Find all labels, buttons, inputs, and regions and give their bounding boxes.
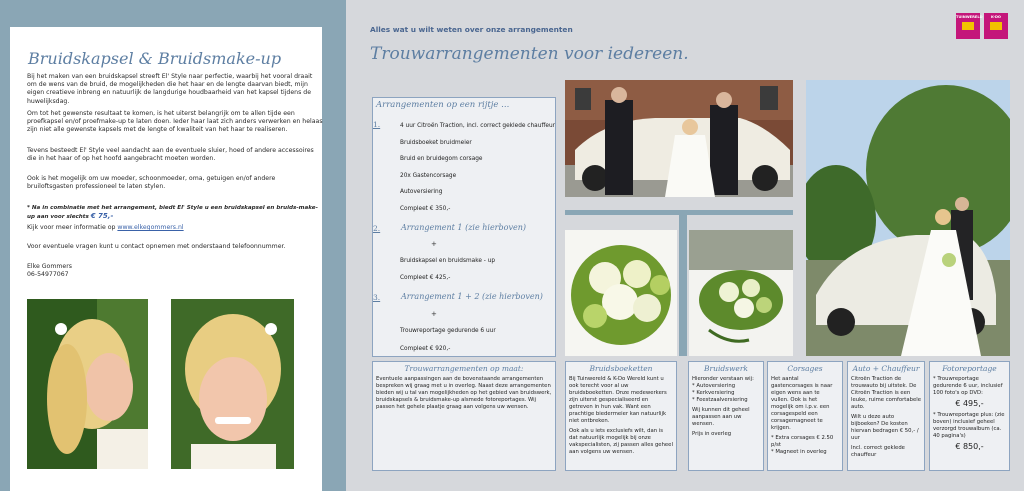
bridal-work-item: * Feestzaalversiering — [692, 397, 748, 403]
contact-phone: 06-54977067 — [27, 271, 69, 278]
bouquets-text-2: Ook als u iets exclusiefs wilt, dan is dat natuurlijk mogelijk bij onze vakspecialisten, zij passen alles geheel aan volgens uw wensen. — [569, 428, 673, 455]
wedding-car-couple-photo — [565, 80, 793, 197]
arrangement-item: Autoversiering — [400, 189, 443, 195]
photo-report-text-2: * Trouwreportage plus: (zie boven) inclusief geheel verzorgd trouwalbum (ca. 40 pagina's) — [933, 412, 1005, 439]
corsages-text: Het aantal gastencorsages is naar eigen wens aan te vullen. Ook is het mogelijk om i.p.v. een corsagespeld een corsagemagneet te krijgen. — [771, 376, 833, 431]
accessories-paragraph: Tevens besteedt El' Style veel aandacht aan de eventuele sluier, hoed of andere accessoires die in het haar of op het hoofd aangebracht moeten worden. — [27, 147, 314, 163]
custom-arrangements-heading: Trouwarrangementen op maat: — [404, 364, 524, 373]
arrangement-item: Bruid en bruidegom corsage — [400, 156, 483, 162]
plus-sign: + — [431, 240, 437, 248]
bridal-bouquet-photo — [565, 230, 677, 356]
bridal-work-item: * Autoversiering — [692, 383, 736, 389]
left-page-title: Bruidskapsel & Bruidsmake-up — [28, 49, 282, 68]
offer-note-text: * Na in combinatie met het arrangement, biedt El' Style u een bruidskapsel en bruids-make-up aan voor slechts — [27, 205, 318, 221]
custom-arrangements-box — [372, 361, 556, 471]
info-line — [27, 224, 323, 232]
arrangement-number-3: 3. — [373, 293, 381, 302]
arrangements-heading: Arrangementen op een rijtje ... — [376, 100, 510, 110]
corsages-heading: Corsages — [787, 364, 823, 373]
arrangement-3-title: Arrangement 1 + 2 (zie hierboven) — [401, 292, 543, 301]
bridal-work-custom: Wij kunnen dit geheel aanpassen aan uw wensen. — [692, 407, 750, 427]
contact-line: Voor eventuele vragen kunt u contact opnemen met onderstaand telefoonnummer. — [27, 243, 286, 250]
car-chauffeur-text-3: Incl. correct geklede chauffeur — [851, 445, 905, 458]
corsages-box — [767, 361, 843, 471]
corsages-item: * Magneet in overleg — [771, 449, 827, 455]
bride-groom-car-photo — [806, 80, 1010, 356]
offer-note — [27, 204, 323, 221]
bouquets-box — [565, 361, 677, 471]
photo-report-heading: Fotoreportage — [942, 364, 997, 373]
info-prefix: Kijk voor meer informatie op — [27, 224, 116, 231]
arrangement-item: 4 uur Citroën Traction, incl. correct geklede chauffeur — [400, 123, 556, 129]
bouquets-heading: Bruidsboeketten — [589, 364, 653, 373]
divider-bar — [679, 215, 687, 356]
kdo-logo: K-DO — [984, 13, 1008, 39]
intro-paragraph: Bij het maken van een bruidskapsel streeft El' Style naar perfectie, waarbij het vooral draait om de wens van de bruid, de mogelijkheden die het haar en de lengte daarvan biedt, mijn eigen creatieve inbreng en natuurlijk de langdurige houdbaarheid van het kapsel tijdens de huwelijksdag. — [27, 73, 313, 105]
contact-name: Elke Gommers — [27, 263, 72, 270]
arrangement-number-2: 2. — [373, 224, 381, 233]
arrangement-2-title: Arrangement 1 (zie hierboven) — [401, 223, 526, 232]
bride-hairstyle-photo-2 — [171, 299, 294, 469]
car-chauffeur-text-2: Wilt u deze auto bijboeken? De kosten hiervan bedragen € 50,- / uur — [851, 414, 919, 441]
arrangements-box — [372, 97, 556, 357]
bridal-work-box — [688, 361, 764, 471]
page-title: Trouwarrangementen voor iedereen. — [370, 44, 689, 64]
tuinwereld-logo: TUINWERELD — [956, 13, 980, 39]
custom-arrangements-text: Eventuele aanpassingen aan de bovenstaande arrangementen bespreken wij graag met u in overleg. Naast deze arrangementen bieden wij u tal van mogelijkheden op het gebied van bruidswerk, bruidskapsels & bruidsmake-up alsmede fotoreportages. Wij passen het gehele plaatje graag aan volgens uw wensen. — [376, 376, 552, 410]
arrangement-item: Bruidskapsel en bruidsmake - up — [400, 258, 496, 264]
family-paragraph: Ook is het mogelijk om uw moeder, schoonmoeder, oma, getuigen en/of andere bruiloftsgasten professioneel te laten stylen. — [27, 175, 276, 191]
trial-paragraph: Om tot het gewenste resultaat te komen, is het uiterst belangrijk om te allen tijde een proefkapsel en/of proefmake-up te laten doen. Ieder haar laat zich anders verwerken en helaas zijn niet alle gewenste kapsels met de lengte of kwaliteit van het haar te realiseren. — [27, 110, 323, 134]
arrangement-item: 20x Gastencorsage — [400, 173, 457, 179]
arrangement-price: Compleet € 920,- — [400, 346, 451, 352]
photo-report-text-1: * Trouwreportage gedurende 6 uur, inclusief 100 foto's op DVD: — [933, 376, 1003, 396]
photo-report-price-2: € 850,- — [955, 442, 984, 451]
photo-report-price-1: € 495,- — [955, 399, 984, 408]
arrangement-item: Bruidsboeket bruidmeier — [400, 140, 472, 146]
car-chauffeur-heading: Auto + Chauffeur — [852, 364, 920, 373]
bridal-work-intro: Hieronder verstaan wij: — [692, 376, 754, 382]
right-page — [346, 0, 1024, 491]
arrangement-number-1: 1. — [373, 120, 381, 129]
corsage-photo — [689, 230, 793, 356]
offer-note-price: € 75,- — [90, 212, 114, 221]
arrangement-price: Compleet € 425,- — [400, 275, 451, 281]
photo-report-box — [929, 361, 1010, 471]
bouquets-text-1: Bij Tuinwereld & K-Do Wereld kunt u ook terecht voor al uw bruidsboeketten. Onze medewerkers zijn uiterst gespecialiseerd en getreven in hun vak. Want een prachtige biedermeier kan natuurlijk niet ontbreken. — [569, 376, 667, 424]
website-link[interactable]: www.elkegommers.nl — [117, 224, 184, 231]
arrangement-item: Trouwreportage gedurende 6 uur — [400, 328, 496, 334]
corsages-item: * Extra corsages € 2.50 p/st — [771, 435, 834, 448]
bridal-work-price: Prijs in overleg — [692, 431, 732, 437]
bride-hairstyle-photo-1 — [27, 299, 148, 469]
bridal-work-item: * Kerkversiering — [692, 390, 735, 396]
arrangement-price: Compleet € 350,- — [400, 206, 451, 212]
bridal-work-heading: Bruidswerk — [704, 364, 748, 373]
car-chauffeur-text-1: Citroën Traction de trouwauto bij uitstek. De Citroën Traction is een leuke, ruime comfortabele auto. — [851, 376, 921, 410]
section-label: Alles wat u wilt weten over onze arrangementen — [370, 25, 573, 34]
car-chauffeur-box — [847, 361, 925, 471]
plus-sign: + — [431, 310, 437, 318]
